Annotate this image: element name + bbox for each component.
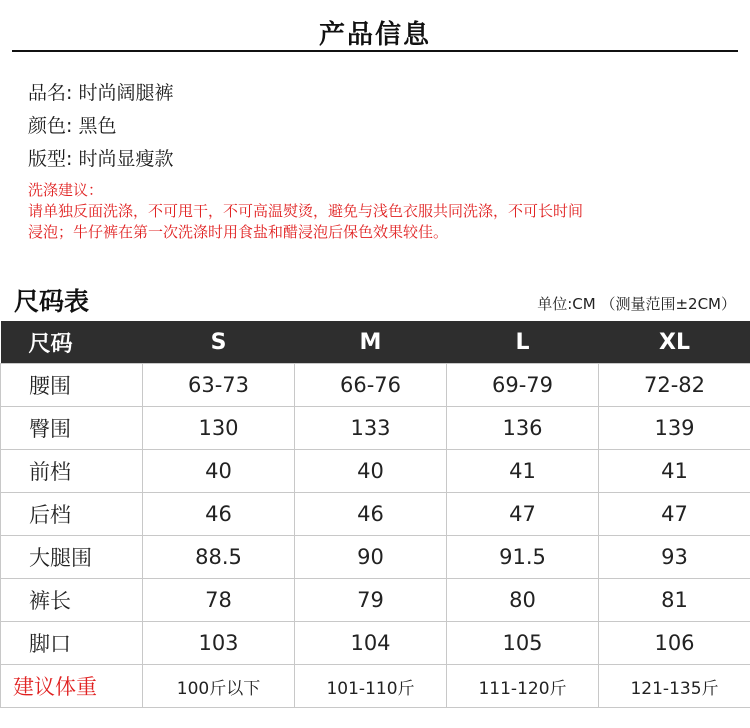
cell: 130 [143,407,295,450]
page-title: 产品信息 [318,20,431,50]
cell: 47 [447,493,599,536]
row-label: 后档 [1,493,143,536]
cell: 63-73 [143,364,295,407]
title-divider [12,50,738,52]
cell: 40 [295,450,447,493]
row-label: 臀围 [1,407,143,450]
cell: 100斤以下 [143,665,295,708]
cell: 72-82 [599,364,750,407]
column-header-xl: XL [599,321,750,364]
table-row [1,493,750,536]
row-label: 腰围 [1,364,143,407]
column-header-l: L [447,321,599,364]
table-row [1,450,750,493]
cell: 105 [447,622,599,665]
cell: 111-120斤 [447,665,599,708]
row-label: 前档 [1,450,143,493]
unit-note: 单位:CM （测量范围±2CM） [537,295,736,313]
cell: 40 [143,450,295,493]
cell: 139 [599,407,750,450]
cell: 79 [295,579,447,622]
cell: 103 [143,622,295,665]
care-line-1: 请单独反面洗涤，不可甩干，不可高温熨烫，避免与浅色衣服共同洗涤，不可长时间 [28,202,584,220]
cell: 88.5 [143,536,295,579]
cell: 81 [599,579,750,622]
info-product-name [28,78,173,105]
cell: 90 [295,536,447,579]
row-label: 大腿围 [1,536,143,579]
info-sep: : [66,148,79,170]
cell: 104 [295,622,447,665]
cell: 80 [447,579,599,622]
info-fit [28,144,173,171]
cell: 78 [143,579,295,622]
cell: 101-110斤 [295,665,447,708]
row-label: 裤长 [1,579,143,622]
info-key: 颜色 [28,115,67,137]
recommended-weight-row [1,665,750,708]
info-value: 时尚显瘦款 [78,148,174,170]
info-key: 版型 [28,148,67,170]
size-table-header [1,321,750,364]
table-row [1,407,750,450]
row-label: 建议体重 [1,665,143,708]
size-chart-title: 尺码表 [14,287,90,316]
cell: 46 [295,493,447,536]
info-sep: : [66,115,79,137]
info-color [28,111,116,138]
cell: 69-79 [447,364,599,407]
column-header-s: S [143,321,295,364]
cell: 47 [599,493,750,536]
cell: 136 [447,407,599,450]
cell: 93 [599,536,750,579]
info-key: 品名 [28,82,67,104]
care-heading: 洗涤建议： [28,181,104,199]
cell: 41 [599,450,750,493]
cell: 106 [599,622,750,665]
cell: 133 [295,407,447,450]
row-label: 脚口 [1,622,143,665]
column-header-size: 尺码 [1,321,143,364]
cell: 41 [447,450,599,493]
size-table [0,321,750,708]
care-line-2: 浸泡；牛仔裤在第一次洗涤时用食盐和醋浸泡后保色效果较佳。 [28,223,449,241]
info-value: 时尚阔腿裤 [78,82,174,104]
cell: 46 [143,493,295,536]
info-value: 黑色 [78,115,117,137]
table-row [1,364,750,407]
table-row [1,579,750,622]
info-sep: : [66,82,79,104]
column-header-m: M [295,321,447,364]
cell: 91.5 [447,536,599,579]
table-row [1,622,750,665]
table-row [1,536,750,579]
cell: 121-135斤 [599,665,750,708]
cell: 66-76 [295,364,447,407]
